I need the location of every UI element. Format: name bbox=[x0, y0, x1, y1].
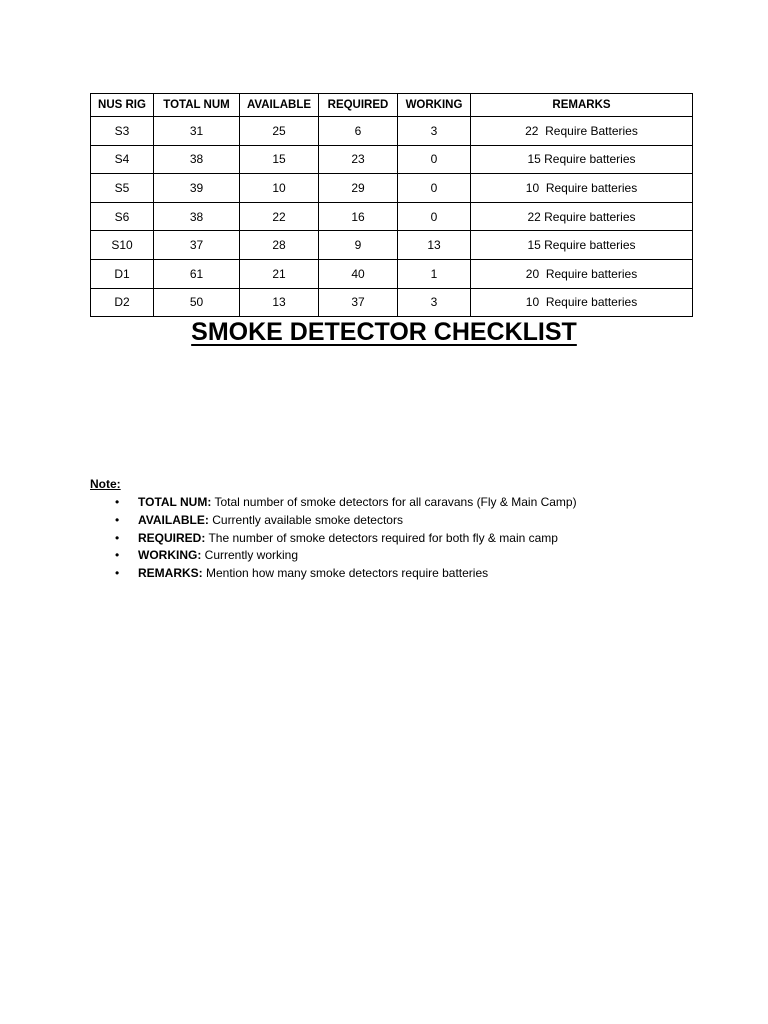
list-item bbox=[90, 494, 710, 512]
bullet-icon: • bbox=[115, 512, 120, 527]
table-row bbox=[91, 117, 693, 146]
cell-total-num: 31 bbox=[154, 117, 240, 146]
table-row bbox=[91, 145, 693, 174]
list-item bbox=[90, 512, 710, 530]
note-heading: Note: bbox=[90, 477, 121, 491]
cell-total-num: 38 bbox=[154, 202, 240, 231]
cell-nus-rig: D1 bbox=[91, 259, 154, 288]
cell-available: 10 bbox=[240, 174, 319, 203]
cell-working: 3 bbox=[398, 117, 471, 146]
cell-total-num: 38 bbox=[154, 145, 240, 174]
cell-required: 29 bbox=[319, 174, 398, 203]
note-term: TOTAL NUM: bbox=[138, 495, 212, 509]
list-item bbox=[90, 547, 710, 565]
cell-working: 3 bbox=[398, 288, 471, 317]
cell-working: 0 bbox=[398, 174, 471, 203]
cell-available: 13 bbox=[240, 288, 319, 317]
cell-nus-rig: S3 bbox=[91, 117, 154, 146]
cell-available: 15 bbox=[240, 145, 319, 174]
cell-remarks: 20 Require batteries bbox=[471, 259, 693, 288]
note-term: AVAILABLE: bbox=[138, 512, 209, 527]
bullet-icon: • bbox=[115, 495, 120, 509]
cell-total-num: 37 bbox=[154, 231, 240, 260]
note-text: Total number of smoke detectors for all caravans (Fly & Main Camp) bbox=[211, 495, 577, 509]
header-working: WORKING bbox=[398, 94, 471, 117]
cell-nus-rig: S10 bbox=[91, 231, 154, 260]
note-section bbox=[90, 476, 710, 583]
header-available: AVAILABLE bbox=[240, 94, 319, 117]
cell-nus-rig: S5 bbox=[91, 174, 154, 203]
table-row bbox=[91, 231, 693, 260]
cell-remarks: 10 Require batteries bbox=[471, 288, 693, 317]
cell-remarks: 15 Require batteries bbox=[471, 145, 693, 174]
note-text: Mention how many smoke detectors require batteries bbox=[202, 566, 489, 581]
header-remarks: REMARKS bbox=[471, 94, 693, 117]
table-row bbox=[91, 259, 693, 288]
bullet-icon: • bbox=[115, 548, 120, 563]
cell-required: 40 bbox=[319, 259, 398, 288]
note-term: REMARKS: bbox=[138, 566, 203, 581]
cell-total-num: 50 bbox=[154, 288, 240, 317]
cell-nus-rig: S6 bbox=[91, 202, 154, 231]
cell-required: 6 bbox=[319, 117, 398, 146]
cell-required: 23 bbox=[319, 145, 398, 174]
cell-remarks: 15 Require batteries bbox=[471, 231, 693, 260]
note-text: Currently available smoke detectors bbox=[208, 512, 403, 527]
cell-remarks: 22 Require Batteries bbox=[471, 117, 693, 146]
page-title-text: SMOKE DETECTOR CHECKLIST bbox=[191, 318, 577, 346]
header-nus-rig: NUS RIG bbox=[91, 94, 154, 117]
bullet-icon: • bbox=[115, 530, 120, 545]
cell-required: 9 bbox=[319, 231, 398, 260]
list-item bbox=[90, 530, 710, 548]
cell-working: 0 bbox=[398, 145, 471, 174]
note-term: WORKING: bbox=[138, 548, 202, 563]
cell-available: 25 bbox=[240, 117, 319, 146]
table-row bbox=[91, 174, 693, 203]
cell-remarks: 22 Require batteries bbox=[471, 202, 693, 231]
note-list bbox=[90, 494, 710, 583]
cell-available: 21 bbox=[240, 259, 319, 288]
table-row bbox=[91, 288, 693, 317]
smoke-detector-table bbox=[90, 93, 693, 317]
header-total-num: TOTAL NUM bbox=[154, 94, 240, 117]
table-header-row bbox=[91, 94, 693, 117]
cell-nus-rig: D2 bbox=[91, 288, 154, 317]
cell-total-num: 39 bbox=[154, 174, 240, 203]
list-item bbox=[90, 565, 710, 583]
note-text: The number of smoke detectors required for both fly & main camp bbox=[205, 530, 558, 545]
cell-required: 16 bbox=[319, 202, 398, 231]
cell-required: 37 bbox=[319, 288, 398, 317]
cell-nus-rig: S4 bbox=[91, 145, 154, 174]
cell-working: 1 bbox=[398, 259, 471, 288]
note-term: REQUIRED: bbox=[138, 530, 206, 545]
header-required: REQUIRED bbox=[319, 94, 398, 117]
note-text: Currently working bbox=[201, 548, 299, 563]
cell-working: 13 bbox=[398, 231, 471, 260]
cell-total-num: 61 bbox=[154, 259, 240, 288]
bullet-icon: • bbox=[115, 566, 120, 581]
cell-working: 0 bbox=[398, 202, 471, 231]
cell-available: 28 bbox=[240, 231, 319, 260]
page-title bbox=[0, 318, 768, 347]
cell-available: 22 bbox=[240, 202, 319, 231]
table-row bbox=[91, 202, 693, 231]
cell-remarks: 10 Require batteries bbox=[471, 174, 693, 203]
